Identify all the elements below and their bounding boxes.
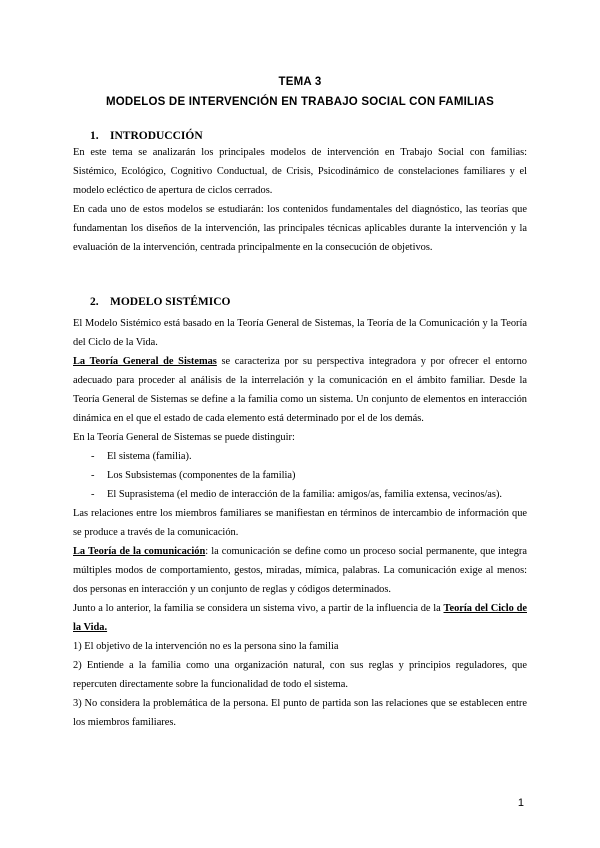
section-heading-modelo-sistemico [90, 296, 230, 308]
paragraph [73, 542, 527, 599]
page-number: 1 [517, 797, 524, 809]
section-title: MODELO SISTÉMICO [110, 296, 231, 308]
section-heading-introduccion [90, 130, 203, 142]
term-teoria-ciclo-vida: Teoría del Ciclo de la Vida. [73, 603, 527, 633]
paragraph: Las relaciones entre los miembros familiares se manifiestan en términos de intercambio de información que se produce a través de la comunicación. [73, 508, 527, 538]
dash-marker: - [91, 470, 95, 481]
paragraph-text: Junto a lo anterior, la familia se considera un sistema vivo, a partir de la influencia de la [73, 603, 444, 614]
dash-marker: - [91, 451, 95, 462]
numbered-item: 3) No considera la problemática de la persona. El punto de partida son las relaciones que se establecen entre los miembros familiares. [73, 698, 527, 728]
section-body-introduccion [73, 143, 527, 257]
section-title: INTRODUCCIÓN [110, 130, 203, 142]
list-item [73, 485, 527, 504]
paragraph: El Modelo Sistémico está basado en la Teoría General de Sistemas, la Teoría de la Comunicación y la Teoría del Ciclo de la Vida. [73, 318, 527, 348]
paragraph-text: : la comunicación se define como un proceso social permanente, que integra múltiples modos de comportamiento, gestos, miradas, mímica, palabras. La comunicación exige al menos: dos personas en interacción y un conjunto de reglas y códigos determinados. [73, 546, 527, 595]
section-body-modelo-sistemico [73, 314, 527, 732]
list-item-text: El Suprasistema (el medio de interacción de la familia: amigos/as, familia extensa, vecinos/as). [107, 489, 503, 500]
list-item-text: El sistema (familia). [107, 451, 192, 462]
paragraph [73, 352, 527, 428]
doc-title-main: MODELOS DE INTERVENCIÓN EN TRABAJO SOCIAL CON FAMILIAS [106, 96, 494, 108]
list-item-text: Los Subsistemas (componentes de la familia) [107, 470, 296, 481]
section-number: 1. [90, 130, 99, 142]
paragraph: En cada uno de estos modelos se estudiarán: los contenidos fundamentales del diagnóstico, las teorías que fundamentan los diseños de la intervención, las principales técnicas aplicables durante la intervención y la evaluación de la intervención, centrada principalmente en la consecución de objetivos. [73, 204, 527, 253]
term-teoria-comunicacion: La Teoría de la comunicación [73, 546, 206, 557]
numbered-item: 1) El objetivo de la intervención no es la persona sino la familia [73, 641, 339, 652]
term-teoria-general-sistemas: La Teoría General de Sistemas [73, 356, 217, 367]
paragraph-text: se caracteriza por su perspectiva integradora y por ofrecer el entorno adecuado para proceder al análisis de la interrelación y la comunicación en el ámbito familiar. Desde la Teoría General de Sistemas se define a la familia como un sistema. Un conjunto de elementos en interacción dinámica en el que el estado de cada elemento está determinado por el de los demás. [73, 356, 527, 424]
paragraph: En la Teoría General de Sistemas se puede distinguir: [73, 432, 295, 443]
list-item [73, 447, 527, 466]
list-item [73, 466, 527, 485]
dash-marker: - [91, 489, 95, 500]
doc-title-topic: TEMA 3 [278, 76, 322, 88]
paragraph: En este tema se analizarán los principales modelos de intervención en Trabajo Social con familias: Sistémico, Ecológico, Cognitivo Conductual, de Crisis, Psicodinámico de constelaciones familiares y el modelo ecléctico de apertura de ciclos cerrados. [73, 147, 527, 196]
section-number: 2. [90, 296, 99, 308]
numbered-item: 2) Entiende a la familia como una organización natural, con sus reglas y principios reguladores, que repercuten directamente sobre la funcionalidad de todo el sistema. [73, 660, 527, 690]
paragraph [73, 599, 527, 637]
